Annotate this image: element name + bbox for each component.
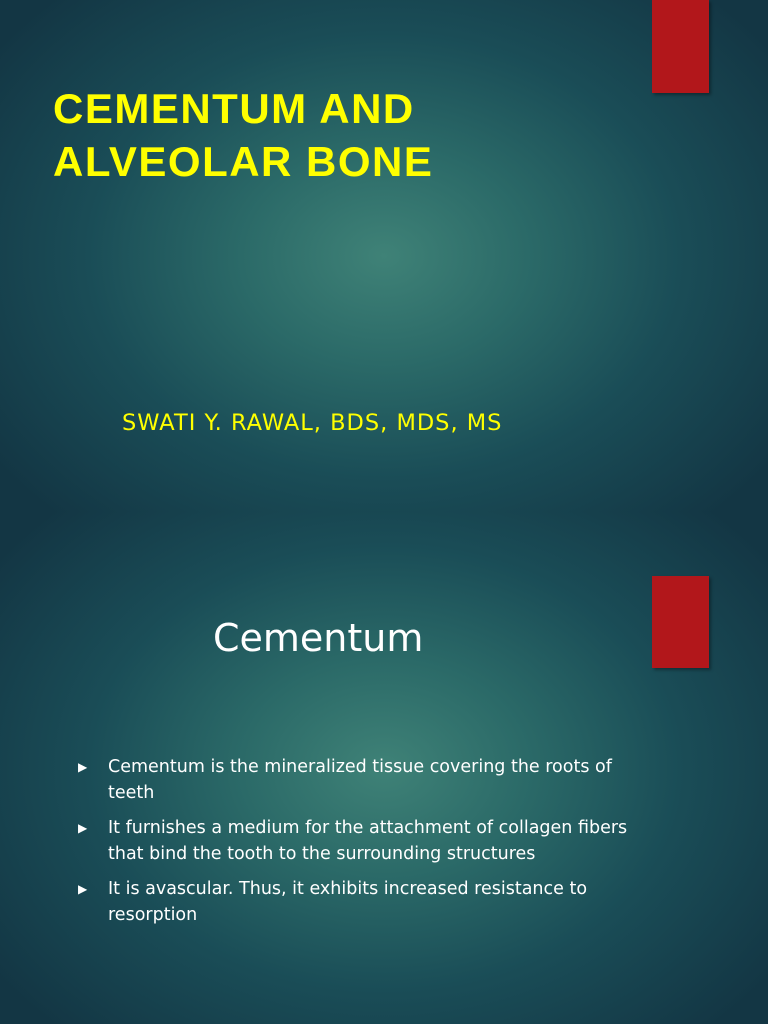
- bullet-list: [78, 755, 638, 938]
- bullet-text: It is avascular. Thus, it exhibits increased resistance to resorption: [108, 879, 588, 925]
- triangle-bullet-icon: ▶: [78, 821, 88, 835]
- slide-title: [53, 82, 633, 188]
- list-item: [78, 755, 638, 806]
- slide-title-line-2: ALVEOLAR BONE: [53, 138, 434, 185]
- slide-title-line-1: CEMENTUM AND: [53, 85, 415, 132]
- triangle-bullet-icon: ▶: [78, 760, 88, 774]
- bullet-text: Cementum is the mineralized tissue covering the roots of teeth: [108, 757, 612, 803]
- red-accent-tab: [652, 0, 709, 93]
- list-item: [78, 877, 638, 928]
- bullet-text: It furnishes a medium for the attachment of collagen fibers that bind the tooth to the surrounding structures: [108, 818, 628, 864]
- list-item: [78, 816, 638, 867]
- red-accent-tab: [652, 576, 709, 668]
- slide-heading: Cementum: [213, 616, 424, 660]
- content-slide: [0, 512, 768, 1024]
- author-credit: SWATI Y. RAWAL, BDS, MDS, MS: [122, 410, 503, 436]
- triangle-bullet-icon: ▶: [78, 882, 88, 896]
